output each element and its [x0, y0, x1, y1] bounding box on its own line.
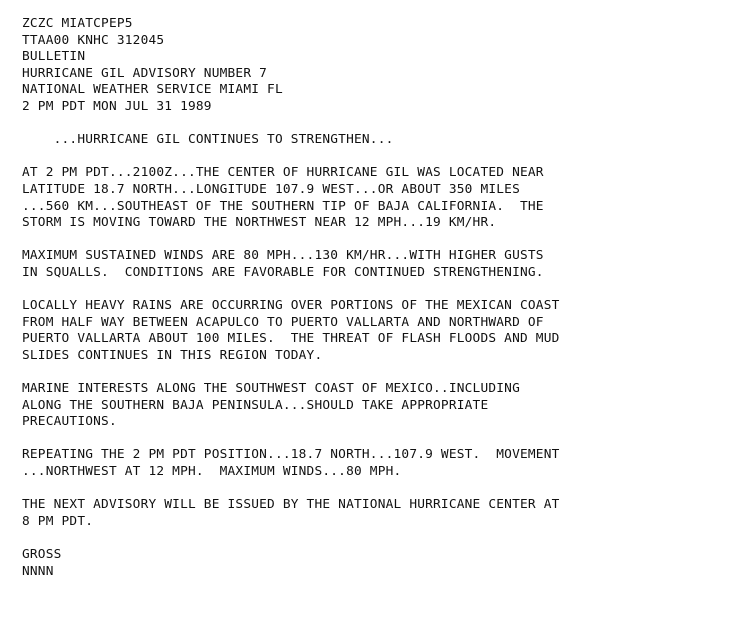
paragraph-line: PUERTO VALLARTA ABOUT 100 MILES. THE THREAT OF FLASH FLOODS AND MUD: [22, 331, 560, 347]
header-line-advisory-title: HURRICANE GIL ADVISORY NUMBER 7: [22, 65, 268, 81]
header-line-wmo-code: ZCZC MIATCPEP5: [22, 16, 133, 31]
header-line-station-id: TTAA00 KNHC 312045: [22, 32, 165, 48]
spacer: [22, 232, 732, 249]
paragraph-next-advisory: [22, 497, 732, 530]
paragraph-line: 8 PM PDT.: [22, 513, 94, 529]
paragraph-line: THE NEXT ADVISORY WILL BE ISSUED BY THE NATIONAL HURRICANE CENTER AT: [22, 497, 560, 513]
paragraph-line: REPEATING THE 2 PM PDT POSITION...18.7 NORTH...107.9 WEST. MOVEMENT: [22, 447, 560, 463]
paragraph-winds: [22, 248, 732, 281]
paragraph-marine: [22, 381, 732, 431]
paragraph-rains: [22, 298, 732, 364]
headline: ...HURRICANE GIL CONTINUES TO STRENGTHEN...: [22, 132, 394, 148]
paragraph-line: LOCALLY HEAVY RAINS ARE OCCURRING OVER PORTIONS OF THE MEXICAN COAST: [22, 298, 560, 314]
paragraph-line: IN SQUALLS. CONDITIONS ARE FAVORABLE FOR CONTINUED STRENGTHENING.: [22, 264, 544, 280]
header-line-issuing-office: NATIONAL WEATHER SERVICE MIAMI FL: [22, 82, 283, 98]
paragraph-line: MARINE INTERESTS ALONG THE SOUTHWEST COAST OF MEXICO..INCLUDING: [22, 381, 520, 397]
paragraph-line: MAXIMUM SUSTAINED WINDS ARE 80 MPH...130 KM/HR...WITH HIGHER GUSTS: [22, 248, 544, 264]
bulletin-footer: [22, 547, 732, 580]
spacer: [22, 149, 732, 166]
paragraph-position: [22, 165, 732, 231]
spacer: [22, 481, 732, 498]
spacer: [22, 431, 732, 448]
paragraph-line: SLIDES CONTINUES IN THIS REGION TODAY.: [22, 347, 323, 363]
paragraph-line: PRECAUTIONS.: [22, 414, 117, 430]
spacer: [22, 282, 732, 299]
end-of-message: NNNN: [22, 563, 54, 579]
spacer: [22, 116, 732, 133]
bulletin-header: [22, 16, 732, 116]
paragraph-line: FROM HALF WAY BETWEEN ACAPULCO TO PUERTO VALLARTA AND NORTHWARD OF: [22, 314, 544, 330]
forecaster-signature: GROSS: [22, 547, 62, 562]
spacer: [22, 364, 732, 381]
paragraph-line: ALONG THE SOUTHERN BAJA PENINSULA...SHOULD TAKE APPROPRIATE: [22, 397, 489, 413]
paragraph-line: LATITUDE 18.7 NORTH...LONGITUDE 107.9 WEST...OR ABOUT 350 MILES: [22, 181, 520, 197]
advisory-document: [22, 16, 732, 580]
header-line-issue-time: 2 PM PDT MON JUL 31 1989: [22, 98, 212, 114]
header-line-bulletin: BULLETIN: [22, 49, 86, 65]
paragraph-line: ...NORTHWEST AT 12 MPH. MAXIMUM WINDS...80 MPH.: [22, 464, 402, 480]
spacer: [22, 530, 732, 547]
paragraph-line: STORM IS MOVING TOWARD THE NORTHWEST NEAR 12 MPH...19 KM/HR.: [22, 215, 497, 231]
paragraph-line: AT 2 PM PDT...2100Z...THE CENTER OF HURRICANE GIL WAS LOCATED NEAR: [22, 165, 544, 181]
paragraph-repeat-position: [22, 447, 732, 480]
paragraph-line: ...560 KM...SOUTHEAST OF THE SOUTHERN TIP OF BAJA CALIFORNIA. THE: [22, 198, 544, 214]
